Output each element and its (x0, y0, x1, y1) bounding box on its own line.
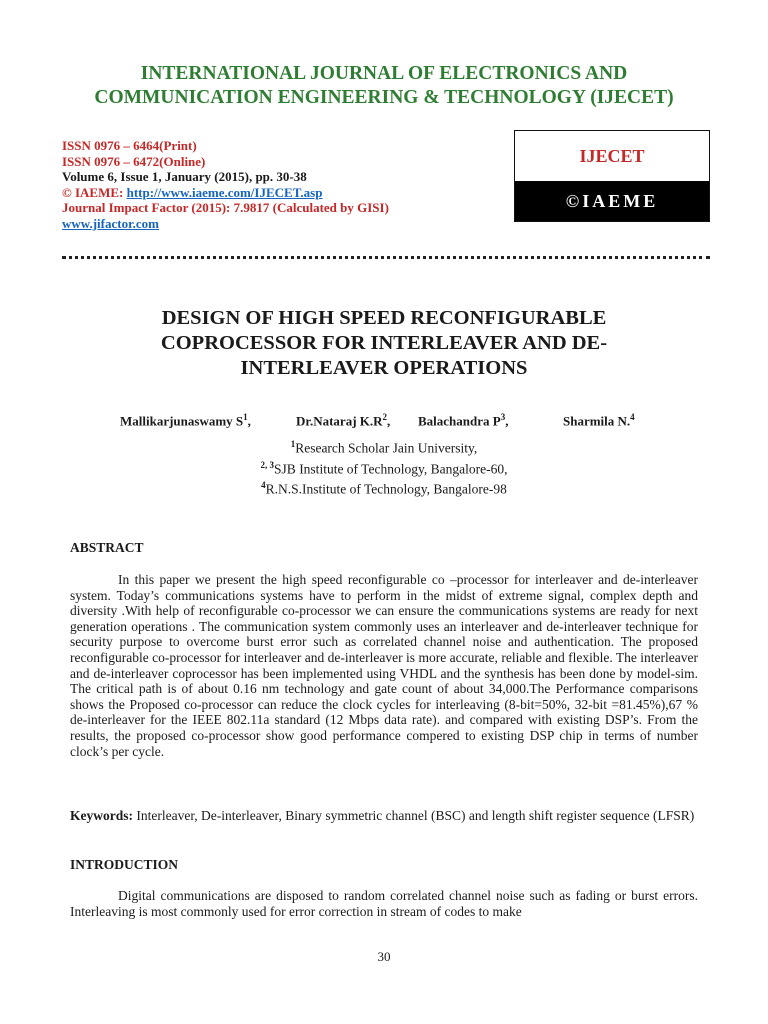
impact-factor: Journal Impact Factor (2015): 7.9817 (Calculated by GISI) (62, 200, 389, 215)
author-sup: 1 (243, 412, 248, 422)
dotted-divider (62, 256, 710, 259)
author-sup: 3 (500, 412, 506, 422)
volume-info: Volume 6, Issue 1, January (2015), pp. 30-38 (62, 169, 307, 184)
paper-title-line1: DESIGN OF HIGH SPEED RECONFIGURABLE (161, 307, 607, 329)
keywords-text: Interleaver, De-interleaver, Binary symmetric channel (BSC) and length shift register sequence (LFSR) (133, 808, 695, 823)
author-name: Dr.Nataraj K.R (296, 413, 383, 429)
issn-print: ISSN 0976 – 6464(Print) (62, 138, 197, 153)
journal-title (0, 62, 768, 110)
paper-title (100, 306, 668, 381)
author (563, 412, 635, 429)
journal-logo (514, 130, 710, 222)
affiliation (0, 436, 768, 457)
keywords (70, 808, 698, 824)
author-sup: 2 (382, 412, 388, 422)
journal-metadata (62, 138, 389, 231)
journal-url-link[interactable]: http://www.iaeme.com/IJECET.asp (126, 184, 323, 200)
author-sup: 4 (630, 412, 635, 422)
author-suffix: , (505, 413, 509, 429)
copyright-line (62, 185, 389, 201)
affiliation-text: Research Scholar Jain University, (295, 440, 478, 456)
journal-title-line1: INTERNATIONAL JOURNAL OF ELECTRONICS AND (140, 63, 628, 84)
introduction-text: Digital communications are disposed to random correlated channel noise such as fading or burst errors. Interleaving is most commonly used for error correction in stream of codes to make (70, 888, 698, 919)
abstract-text: In this paper we present the high speed reconfigurable co –processor for interleaver and de-interleaver system. Today’s communications systems have to perform in the midst of extreme signal, complex depth and diversity .With help of reconfigurable co-processor we can ensure the communications systems are ready for next generation operations . The communication system commonly uses an interleaver and de-interleaver technique for security purpose to overcome burst error such as correlated channel noise and authentication. The proposed reconfigurable co-processor for interleaver and de-interleaver is more accurate, reliable and flexible. The interleaver and de-interleaver coprocessor has been implemented using VHDL and the synthesis has been done by model-sim. The critical path is of about 0.16 nm technology and gate count of about 34,000.The Performance comparisons shows the Proposed co-processor can reduce the clock cycles for interleaving (8-bit=50%, 32-bit =81.45%),67 % de-interleaver for the IEEE 802.11a standard (12 Mbps data rate). and compared with existing DSP’s. From the results, the proposed co-processor show good performance compered to existing DSP chip in terms of number clock’s per cycle. (70, 572, 698, 759)
author-name: Balachandra P (418, 413, 501, 429)
affiliation-text: SJB Institute of Technology, Bangalore-60, (274, 461, 508, 476)
affiliation-sup: 4 (261, 480, 266, 490)
author-suffix: , (387, 413, 391, 429)
paper-title-line3: INTERLEAVER OPERATIONS (240, 357, 528, 379)
copyright-prefix: © IAEME: (62, 184, 127, 200)
jifactor-link[interactable]: www.jifactor.com (62, 215, 159, 231)
affiliation-sup: 1 (290, 439, 296, 449)
logo-iaeme: ©IAEME (515, 181, 709, 221)
introduction-heading: INTRODUCTION (70, 857, 179, 872)
author-name: Sharmila N. (563, 413, 631, 429)
issn-online: ISSN 0976 – 6472(Online) (62, 153, 206, 169)
logo-ijecet: IJECET (579, 145, 645, 166)
author (418, 412, 508, 429)
author (296, 412, 390, 429)
affiliations (0, 436, 768, 498)
journal-title-line2: COMMUNICATION ENGINEERING & TECHNOLOGY (IJECET) (94, 87, 674, 108)
abstract-heading: ABSTRACT (70, 540, 144, 555)
author-name: Mallikarjunaswamy S (120, 413, 244, 429)
paper-title-line2: COPROCESSOR FOR INTERLEAVER AND DE- (160, 332, 608, 354)
page-number: 30 (377, 949, 391, 964)
keywords-label: Keywords: (70, 808, 133, 823)
affiliation (0, 457, 768, 478)
author (120, 412, 251, 429)
affiliation-sup: 2, 3 (260, 459, 275, 470)
author-suffix: , (247, 413, 251, 429)
affiliation-text: R.N.S.Institute of Technology, Bangalore-98 (265, 481, 507, 497)
affiliation (0, 477, 768, 498)
